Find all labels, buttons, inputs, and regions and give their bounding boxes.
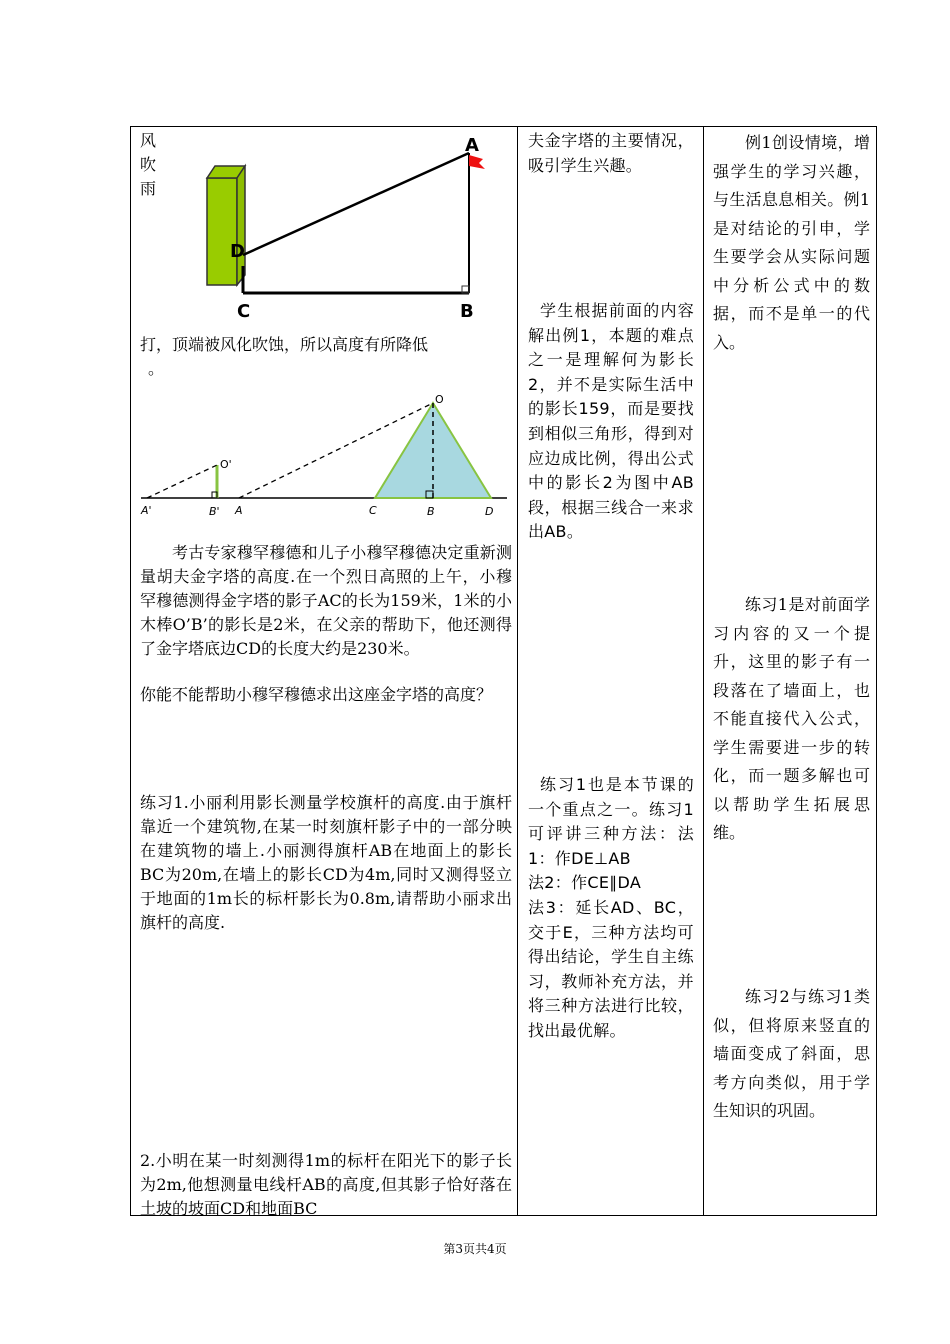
col3-exercise2-intent: 练习2与练习1类似，但将原来竖直的墙面变成了斜面，思考方向类似，用于学生知识的巩固。: [713, 987, 870, 1120]
label-d: D: [230, 241, 245, 262]
figure-pyramid: [139, 393, 511, 523]
flag-icon: [469, 155, 485, 169]
eroded-text: 打，顶端被风化吹蚀，所以高度有所降低 。: [140, 335, 429, 378]
label-c2: C: [369, 504, 377, 517]
label-b: B: [460, 301, 474, 322]
side-chars: 风 吹 雨: [140, 131, 157, 198]
label-o-prime: O': [220, 458, 232, 471]
exercise1-text: 练习1.小丽利用影长测量学校旗杆的高度.由于旗杆靠近一个建筑物,在某一时刻旗杆影子中的一部分映在建筑物的墙上.小丽测得旗杆AB在地面上的影长BC为20m,在墙上的影长CD为4m,同时又测得竖立于地面的1m长的标杆影长为0.8m,请帮助小丽求出旗杆的高度.: [140, 793, 512, 932]
sun-ray: [243, 153, 469, 255]
lesson-table: [130, 126, 877, 1216]
column-divider-1: [517, 127, 518, 1215]
example1-text: 考古专家穆罕穆德和儿子小穆罕穆德决定重新测量胡夫金字塔的高度.在一个烈日高照的上午，小穆罕穆德测得金字塔的影子AC的长为159米，1米的小木棒O’B’的影长是2米，在父亲的帮助下，他还测得了金字塔底边CD的长度大约是230米。: [140, 543, 512, 658]
col2-example1-analysis: 学生根据前面的内容解出例1，本题的难点之一是理解何为影长2，并不是实际生活中的影长159，而是要找到相似三角形，得到对应边成比例，得出公式中的影长2为图中AB段，根据三线合一来求出AB。: [528, 301, 694, 542]
col2-exercise1-methods: 练习1也是本节课的一个重点之一。练习1可评讲三种方法：法1：作DE⊥AB 法2：作CE∥DA 法3：延长AD、BC，交于E，三种方法均可得出结论，学生自主练习，教师补充方法，并将三种方法进行比较，找出最优解。: [528, 775, 694, 1040]
label-a: A: [465, 135, 479, 156]
figure-flagpole-shadow: [201, 133, 491, 323]
label-b2: B: [427, 505, 435, 518]
page-number: 第3页共4页: [443, 1242, 507, 1256]
label-a-prime: A': [141, 504, 152, 517]
sun-ray-stick: [147, 465, 217, 498]
label-o: O: [435, 393, 444, 406]
col3-exercise1-intent: 练习1是对前面学习内容的又一个提升，这里的影子有一段落在了墙面上，也不能直接代入公式，学生需要进一步的转化，而一题多解也可以帮助学生拓展思维。: [713, 595, 870, 842]
label-b-prime: B': [209, 505, 220, 518]
exercise2-text: 2.小明在某一时刻测得1m的标杆在阳光下的影子长为2m,他想测量电线杆AB的高度,但其影子恰好落在土坡的坡面CD和地面BC: [140, 1151, 512, 1218]
label-c: C: [237, 301, 251, 322]
column-divider-2: [703, 127, 704, 1215]
label-a2: A: [235, 504, 243, 517]
example1-question: 你能不能帮助小穆罕穆德求出这座金字塔的高度？: [140, 685, 493, 704]
label-d2: D: [485, 505, 494, 518]
col3-example1-intent: 例1创设情境，增强学生的学习兴趣，与生活息息相关。例1是对结论的引申，学生要学会从实际问题中分析公式中的数据，而不是单一的代入。: [713, 133, 870, 352]
col2-intro: 夫金字塔的主要情况，吸引学生兴趣。: [528, 131, 694, 175]
